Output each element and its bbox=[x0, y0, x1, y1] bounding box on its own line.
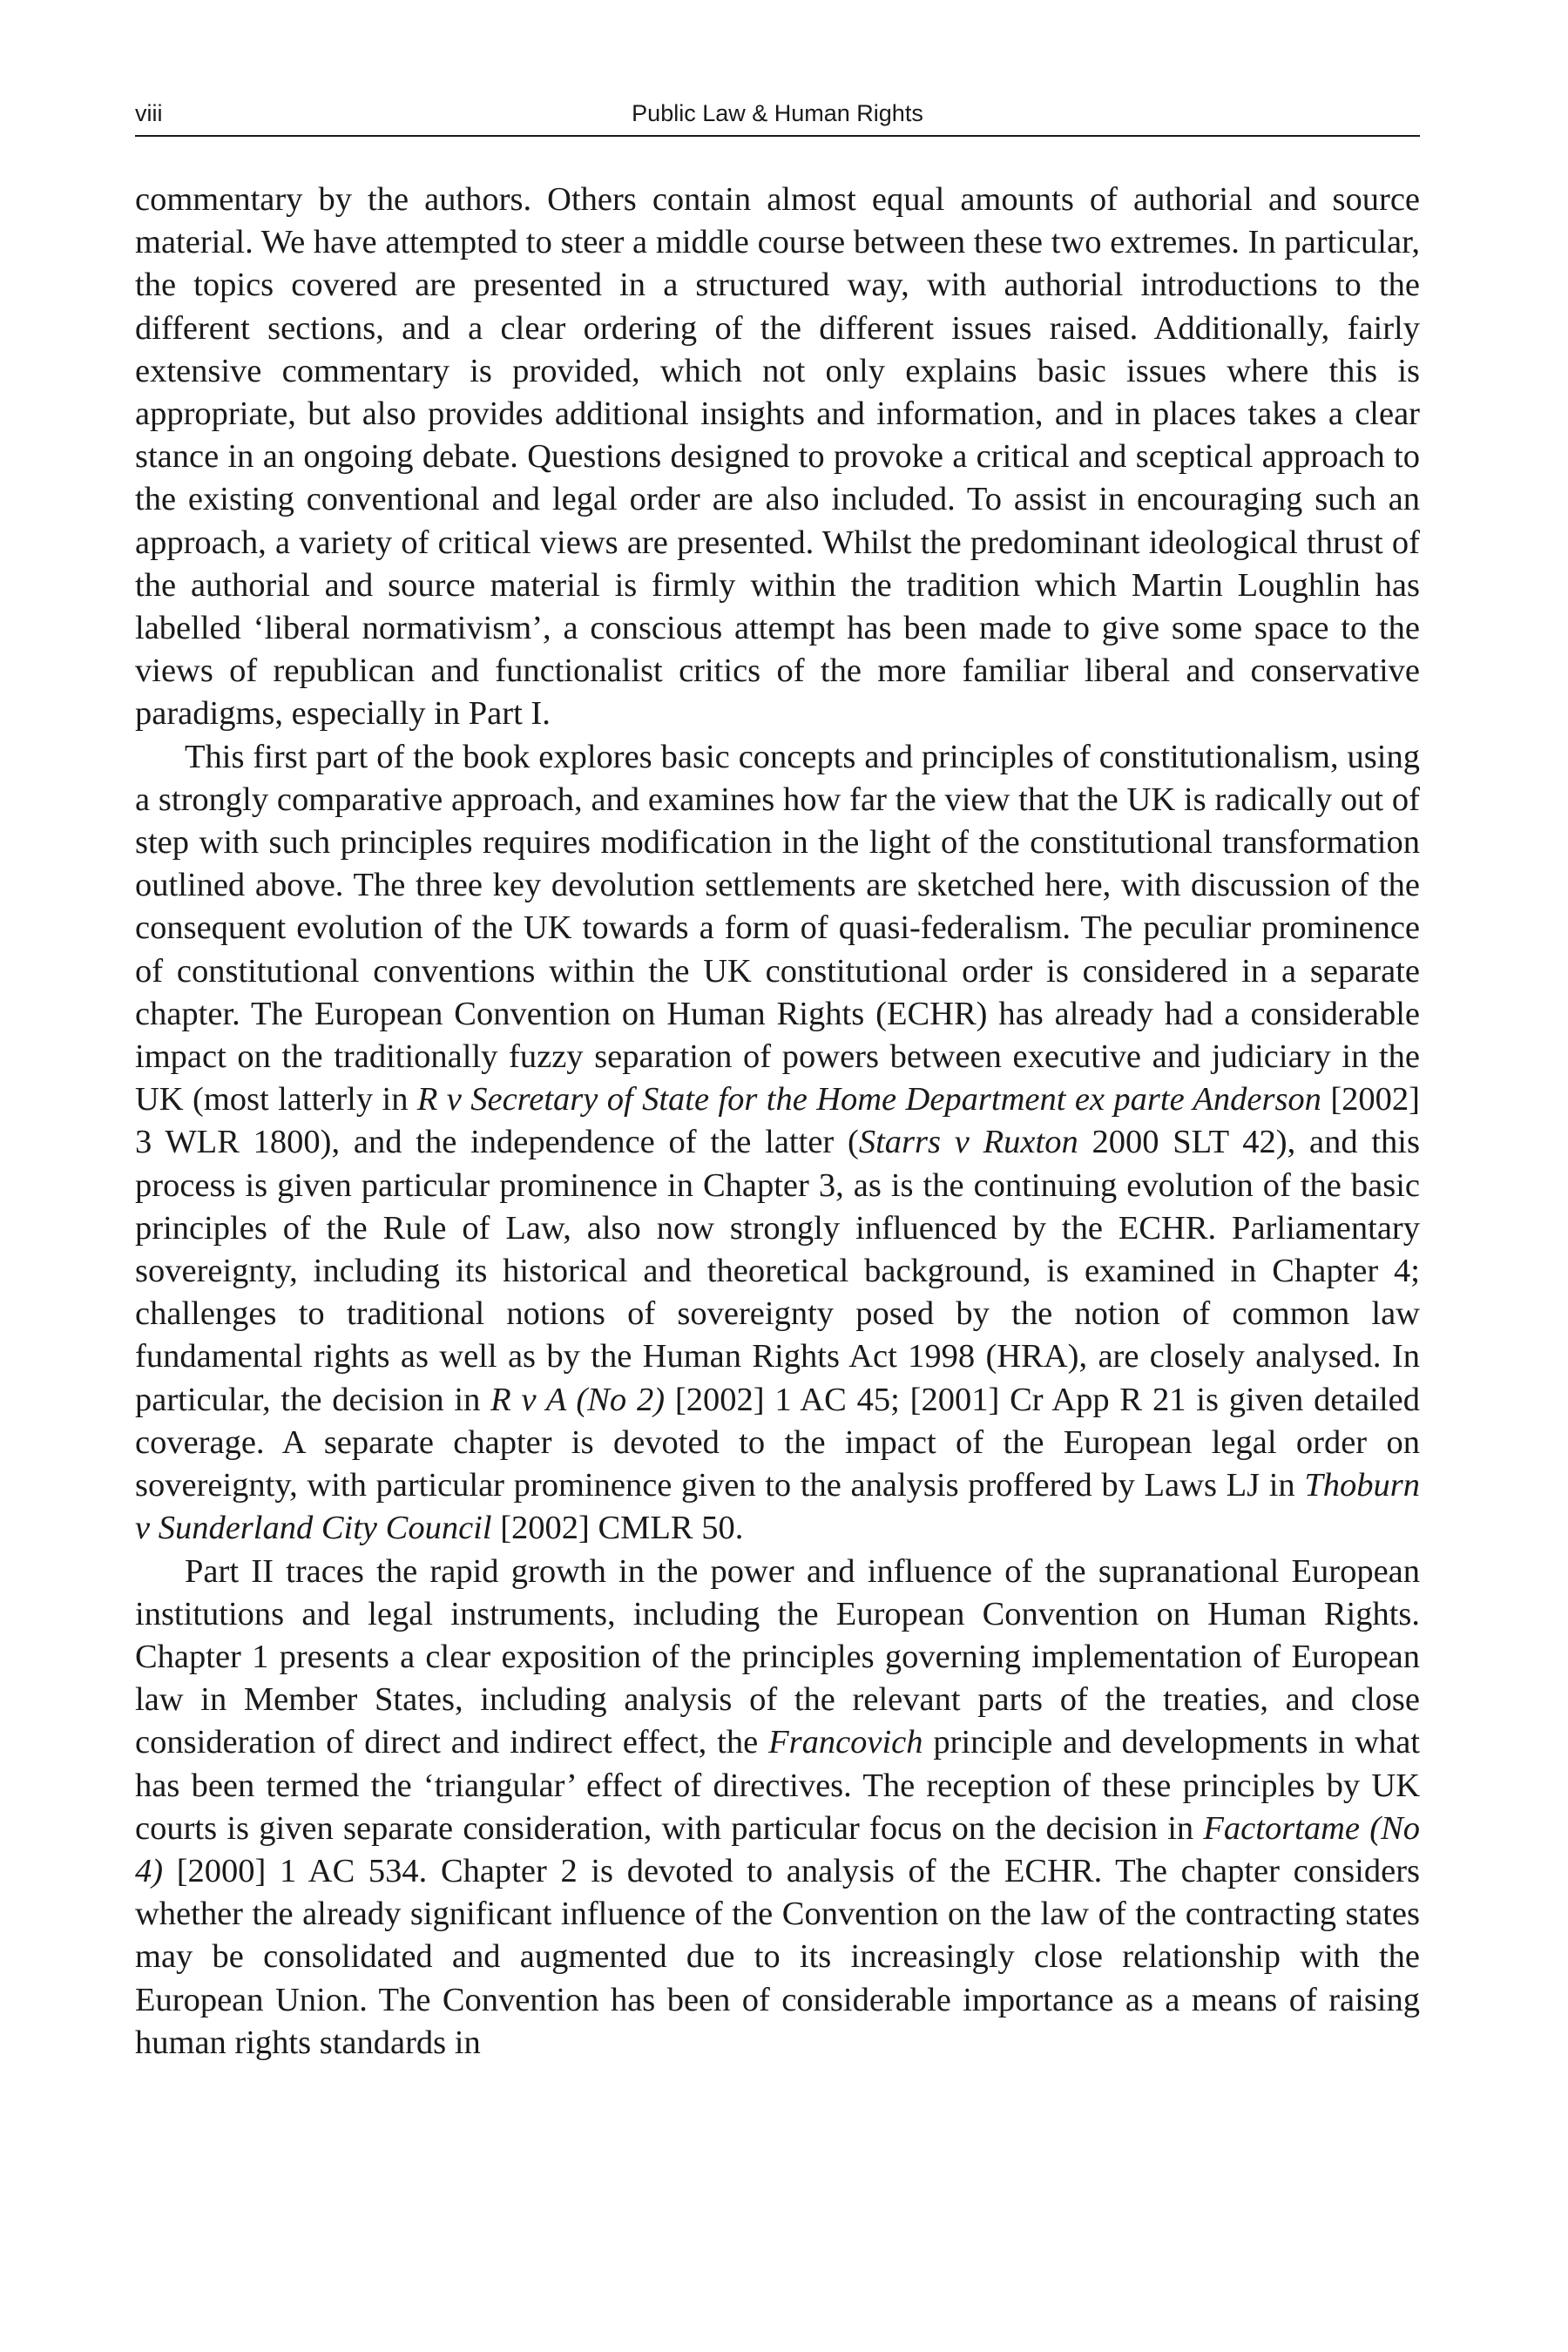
text-run: principle and developments in what has been termed the ‘triangular’ effect of directives. The reception of these principles by UK courts is given separate consideration, with particular focus on the decision in bbox=[135, 1724, 1420, 1847]
text-run: [2002] 1 AC 45; [2001] Cr App R 21 is given detailed coverage. A separate chapter is devoted to the impact of the European legal order on sovereignty, with particular prominence given to the analysis proffered by Laws LJ in bbox=[135, 1381, 1420, 1504]
text-run: This first part of the book explores basic concepts and principles of constitutionalism, using a strongly comparative approach, and examines how far the view that the UK is radically out of step with such principles requires modification in the light of the constitutional transformation outlined above. The three key devolution settlements are sketched here, with discussion of the consequent evolution of the UK towards a form of quasi-federalism. The peculiar prominence of constitutional conventions within the UK constitutional order is considered in a separate chapter. The European Convention on Human Rights (ECHR) has already had a considerable impact on the traditionally fuzzy separation of powers between executive and judiciary in the UK (most latterly in bbox=[135, 738, 1420, 1119]
body-text bbox=[135, 179, 1420, 2065]
text-run: [2002] 3 WLR 1800), and the independence of the latter ( bbox=[135, 1081, 1420, 1161]
case-citation: Thoburn v Sunderland City Council bbox=[135, 1467, 1420, 1547]
running-title: Public Law & Human Rights bbox=[632, 100, 923, 126]
text-run: Part II traces the rapid growth in the power and influence of the supranational European institutions and legal instruments, including the European Convention on Human Rights. Chapter 1 presents a clear exposition of the principles governing implementation of European law in Member States, including analysis of the relevant parts of the treaties, and close consideration of direct and indirect effect, the bbox=[135, 1552, 1420, 1761]
text-run: [2000] 1 AC 534. Chapter 2 is devoted to analysis of the ECHR. The chapter considers whether the already significant influence of the Convention on the law of the contracting states may be consolidated and augmented due to its increasingly close relationship with the European Union. The Convention has been of considerable importance as a means of raising human rights standards in bbox=[135, 1852, 1420, 2061]
running-header bbox=[135, 90, 1420, 137]
paragraph-2 bbox=[135, 736, 1420, 1551]
text-run: 2000 SLT 42), and this process is given particular prominence in Chapter 3, as is the continuing evolution of the basic principles of the Rule of Law, also now strongly influenced by the ECHR. Parliamentary sovereignty, including its historical and theoretical background, is examined in Chapter 4; challenges to traditional notions of sovereignty posed by the notion of common law fundamental rights as well as by the Human Rights Act 1998 (HRA), are closely analysed. In particular, the decision in bbox=[135, 1124, 1420, 1418]
paragraph-3 bbox=[135, 1551, 1420, 2065]
case-citation: R v Secretary of State for the Home Department ex parte Anderson bbox=[416, 1081, 1321, 1119]
paragraph-1 bbox=[135, 179, 1420, 736]
page-number: viii bbox=[135, 100, 163, 126]
text-run: commentary by the authors. Others contain almost equal amounts of authorial and source material. We have attempted to steer a middle course between these two extremes. In particular, the topics covered are presented in a structured way, with authorial introductions to the different sections, and a clear ordering of the different issues raised. Additionally, fairly extensive commentary is provided, which not only explains basic issues where this is appropriate, but also provides additional insights and information, and in places takes a clear stance in an ongoing debate. Questions designed to provoke a critical and sceptical approach to the existing conventional and legal order are also included. To assist in encouraging such an approach, a variety of critical views are presented. Whilst the predominant ideological thrust of the authorial and source material is firmly within the tradition which Martin Loughlin has labelled ‘liberal normativism’, a conscious attempt has been made to give some space to the views of republican and functionalist critics of the more familiar liberal and conservative paradigms, especially in Part I. bbox=[135, 181, 1420, 733]
case-citation: Starrs v Ruxton bbox=[858, 1124, 1078, 1161]
case-citation: Factortame (No 4) bbox=[135, 1809, 1420, 1889]
case-citation: R v A (No 2) bbox=[490, 1381, 666, 1418]
text-run: [2002] CMLR 50. bbox=[491, 1510, 744, 1547]
case-citation: Francovich bbox=[768, 1724, 923, 1761]
